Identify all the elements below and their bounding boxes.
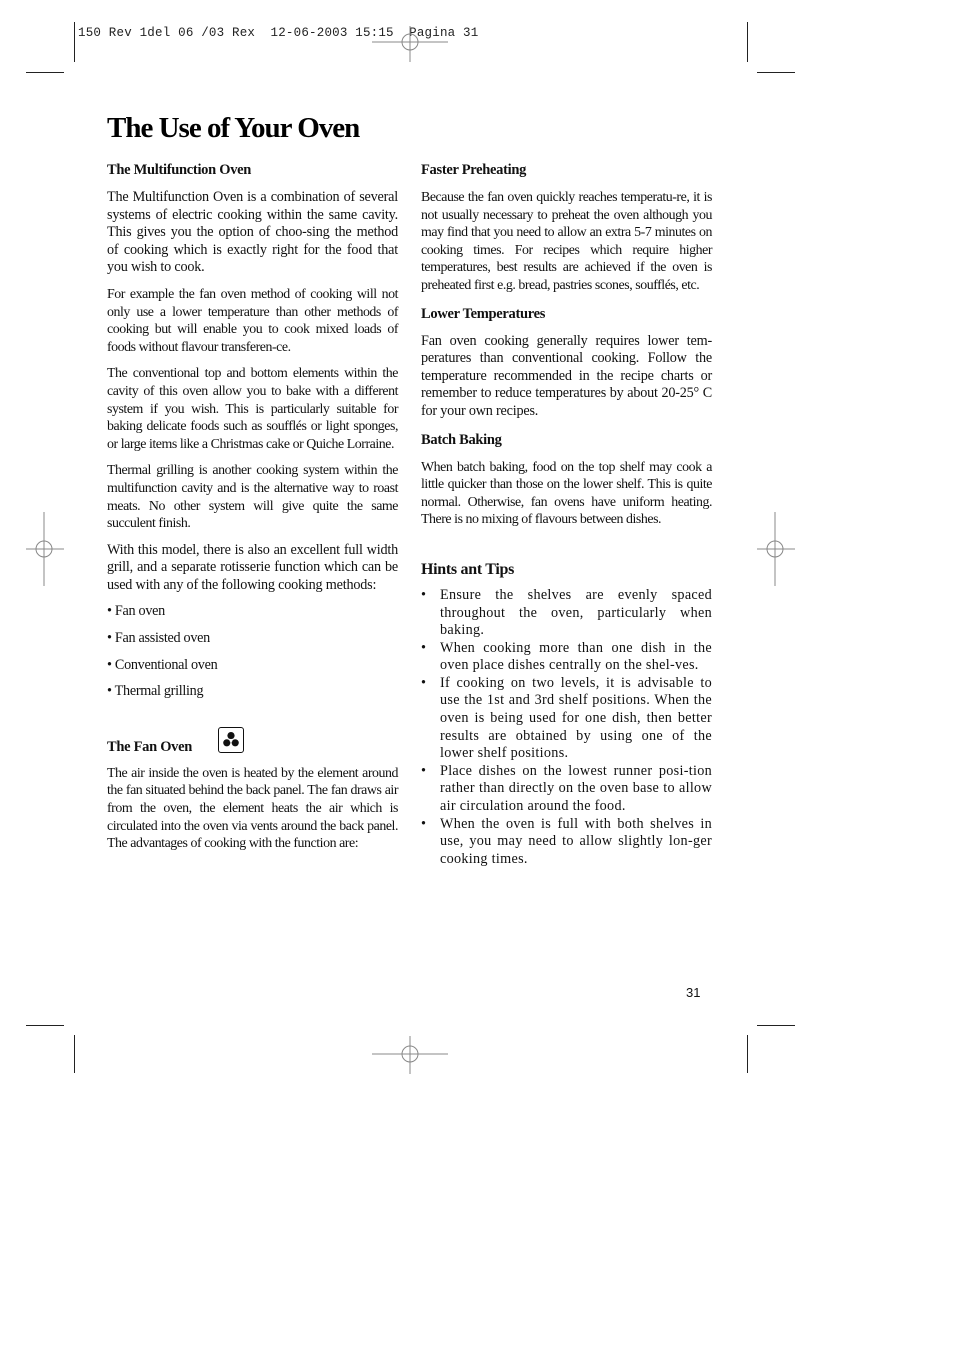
method-item: • Fan assisted oven xyxy=(107,630,210,647)
registration-mark-icon xyxy=(370,22,450,66)
list-item: • If cooking on two levels, it is advisable to use the 1st and 3rd shelf positions. When the oven is being used for one dish, then better results are obtained by using one of the lower shelf positions. xyxy=(421,675,712,763)
printer-slug: 150 Rev 1del 06 /03 Rex 12-06-2003 15:15 Pagina 31 xyxy=(78,26,479,40)
method-item: • Thermal grilling xyxy=(107,683,204,700)
registration-mark-icon xyxy=(370,1034,450,1078)
tips-list xyxy=(421,587,712,869)
fan-symbol-icon xyxy=(218,727,244,753)
list-item: • Ensure the shelves are evenly spaced throughout the oven, particularly when baking. xyxy=(421,587,712,640)
paragraph: Thermal grilling is another cooking system within the multifunction cavity and is the alternative way to roast meats. No other system will give quite the same succulent finish. xyxy=(107,463,398,532)
method-item: • Conventional oven xyxy=(107,656,218,673)
lower-temperatures-text: Fan oven cooking generally requires lower tem-peratures than conventional cooking. Follow the temperature recommended in the recipe charts or remember to reduce temperatures by about 20-25° C for your own recipes. xyxy=(421,332,712,419)
right-column xyxy=(421,160,712,868)
hints-heading: Hints ant Tips xyxy=(421,560,515,578)
crop-mark xyxy=(26,1025,64,1026)
left-column xyxy=(107,160,398,862)
fan-oven-heading: The Fan Oven xyxy=(107,738,193,755)
faster-preheating-text: Because the fan oven quickly reaches temperatu-re, it is not usually necessary to preheat the oven although you may find that you need to allow an extra 5-7 minutes on cooking times. For recipes which require higher temperatures, best results are achieved if the oven is preheated first e.g. bread, pastries scones, soufflés, etc. xyxy=(421,190,712,293)
multifunction-heading: The Multifunction Oven xyxy=(107,162,252,178)
fan-oven-text: The air inside the oven is heated by the element around the fan situated behind the back panel. The fan draws air from the oven, the element heats the air which is circulated into the oven via vents around the back panel. The advantages of cooking with the function are: xyxy=(107,765,398,852)
batch-baking-heading: Batch Baking xyxy=(421,431,502,448)
crop-mark xyxy=(74,1035,75,1073)
page-number: 31 xyxy=(686,985,701,1000)
page-title: The Use of Your Oven xyxy=(107,112,360,144)
crop-mark xyxy=(747,1035,748,1073)
crop-mark xyxy=(757,72,795,73)
method-item: • Fan oven xyxy=(107,603,165,620)
registration-mark-icon xyxy=(755,510,797,588)
crop-mark xyxy=(757,1025,795,1026)
list-item: • When the oven is full with both shelves in use, you may need to allow slightly lon-ger cooking times. xyxy=(421,816,712,869)
paragraph: With this model, there is also an excellent full width grill, and a separate rotisserie function which can be used with any of the following cooking methods: xyxy=(107,541,398,593)
paragraph: For example the fan oven method of cooking will not only use a lower temperature than other methods of cooking but will enable you to cook mixed loads of foods without flavour transferen-ce. xyxy=(107,286,398,355)
faster-preheating-heading: Faster Preheating xyxy=(421,162,527,178)
crop-mark xyxy=(747,22,748,62)
crop-mark xyxy=(74,22,75,62)
paragraph: The Multifunction Oven is a combination of several systems of electric cooking within the same cavity. This gives you the option of choo-sing the method of cooking which is exactly right for the food that you wish to cook. xyxy=(107,189,398,276)
registration-mark-icon xyxy=(24,510,66,588)
fan-oven-heading-row xyxy=(107,727,398,757)
list-item: • Place dishes on the lowest runner posi-tion rather than directly on the oven base to allow air circulation around the food. xyxy=(421,763,712,816)
list-item: • When cooking more than one dish in the oven place dishes centrally on the shel-ves. xyxy=(421,640,712,675)
lower-temperatures-heading: Lower Temperatures xyxy=(421,305,546,322)
crop-mark xyxy=(26,72,64,73)
paragraph: The conventional top and bottom elements within the cavity of this oven allow you to bake with a different system if you wish. This is particularly suitable for baking delicate foods such as soufflés or light sponges, or large items like a Christmas cake or Quiche Lorraine. xyxy=(107,366,398,452)
batch-baking-text: When batch baking, food on the top shelf may cook a little quicker than those on the lower shelf. This is quite normal. Otherwise, fan ovens have uniform heating. There is no mixing of flavours between dishes. xyxy=(421,459,712,528)
